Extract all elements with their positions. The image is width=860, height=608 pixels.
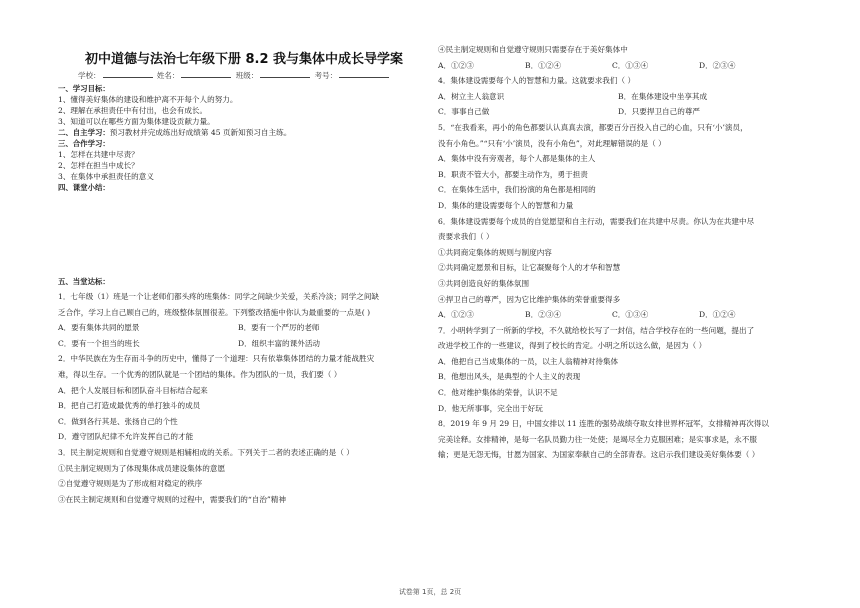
name-blank[interactable]	[181, 70, 231, 78]
question-text: 7．小明转学到了一所新的学校，不久就给校长写了一封信，结合学校存在的一些问题，提出了	[438, 325, 755, 335]
question-text: 乏合作，学习上自己顾自己的，班级整体氛围很差。下列整改措施中你认为最重要的一点是( )	[58, 307, 371, 317]
option-b[interactable]: B．他想出风头，是典型的个人主义的表现	[438, 372, 581, 382]
option-d[interactable]: D．遵守团队纪律不允许发挥自己的才能	[58, 432, 194, 442]
question-text: 输；更是无怨无悔，甘愿为国家、为国家奉献自己的全部青春。这启示我们建设美好集体要（ ）	[438, 450, 760, 460]
question-text: 2．中华民族在为生存而斗争的历史中，懂得了一个道理：只有依靠集体团结的力量才能战胜灾	[58, 354, 375, 364]
statement-item: ①民主制定规则为了体现集体成员建设集体的意愿	[58, 463, 226, 473]
option-row	[58, 320, 430, 336]
option-d[interactable]: D．集体的建设需要每个人的智慧和力量	[438, 200, 574, 210]
question-text: 4．集体建设需要每个人的智慧和力量。这就要求我们（ ）	[438, 76, 636, 86]
question-text: 难，得以生存。一个优秀的团队就是一个团结的集体。作为团队的一员，我们要（ ）	[58, 369, 342, 379]
question-8	[438, 416, 810, 463]
question-text: 8．2019 年 9 月 29 日，中国女排以 11 连胜的强势战绩夺取女排世界杯冠军，女排精神再次得以	[438, 419, 769, 429]
question-7	[438, 323, 810, 417]
question-3	[58, 445, 430, 507]
student-info-line	[78, 70, 428, 81]
option-row	[438, 307, 810, 323]
number-blank[interactable]	[339, 70, 389, 78]
question-2	[58, 351, 430, 445]
question-4	[438, 73, 810, 120]
option-b[interactable]: B．在集体建设中坐享其成	[618, 91, 708, 101]
number-label: 考号：	[314, 71, 338, 80]
statement-item: ②共同确定愿景和目标，让它凝聚每个人的才华和智慧	[438, 263, 621, 273]
question-1	[58, 289, 430, 351]
option-c[interactable]: C．做到各行其是、张扬自己的个性	[58, 416, 178, 426]
question-6	[438, 214, 810, 323]
statement-item: ②自觉遵守规则是为了形成相对稳定的秩序	[58, 479, 203, 489]
objective-item: 1、懂得美好集体的建设和维护离不开每个人的努力。	[58, 95, 238, 104]
question-text: 责要求我们（ ）	[438, 232, 494, 242]
option-d[interactable]: D．①②④	[699, 310, 736, 320]
section-heading: 二、自主学习：	[58, 128, 110, 137]
option-c[interactable]: C．要有一个担当的班长	[58, 338, 140, 348]
section-heading: 三、合作学习：	[58, 139, 110, 148]
option-d[interactable]: D．②③④	[699, 60, 736, 70]
option-a[interactable]: A．他把自己当成集体的一员，以主人翁精神对待集体	[438, 356, 619, 366]
option-c[interactable]: C．①③④	[612, 60, 649, 70]
option-d[interactable]: D．只要捍卫自己的尊严	[618, 107, 701, 117]
question-text: 改进学校工作的一些建议，得到了校长的肯定。小明之所以这么做，是因为（ ）	[438, 341, 707, 351]
option-a[interactable]: A．①②③	[438, 310, 474, 320]
option-a[interactable]: A．把个人发展目标和团队奋斗目标结合起来	[58, 385, 208, 395]
statement-item: ④民主制定规则和自觉遵守规则只需要存在于美好集体中	[438, 45, 628, 54]
option-b[interactable]: B．①②④	[525, 60, 561, 70]
option-row	[438, 58, 810, 74]
option-c[interactable]: C．他对维护集体的荣誉，认识不足	[438, 388, 558, 398]
page-footer: 试卷第 1页，总 2页	[398, 588, 462, 596]
class-blank[interactable]	[260, 70, 310, 78]
right-questions	[438, 42, 810, 463]
name-label: 姓名：	[156, 71, 180, 80]
section-heading: 一、学习目标：	[58, 84, 110, 93]
section-objectives	[58, 83, 430, 193]
section-heading: 五、当堂达标：	[58, 277, 110, 286]
question-5	[438, 120, 810, 214]
option-a[interactable]: A．要有集体共同的愿景	[58, 323, 140, 333]
statement-item: ①共同商定集体的规则与制度内容	[438, 247, 552, 257]
class-label: 班级：	[235, 71, 259, 80]
question-text: 5．“在我看来，再小的角色都要认认真真去演，都要百分百投入自己的心血，只有‘小’演员，	[438, 122, 748, 132]
self-study-text: 预习教材并完成练出好成绩第 45 页新知预习自主练。	[109, 128, 292, 137]
question-text: 没有小角色。”“只有‘小’演员，没有小角色”，对此理解错误的是（ ）	[438, 138, 666, 148]
option-a[interactable]: A．树立主人翁意识	[438, 91, 505, 101]
statement-item: ④捍卫自己的尊严，因为它比维护集体的荣誉重要得多	[438, 294, 621, 304]
question-text: 完美诠释。女排精神，是每一名队员勤力往一处使；是竭尽全力克服困难；是实事求是，永不服	[438, 434, 757, 444]
option-row	[438, 104, 810, 120]
question-text: 6．集体建设需要每个成员的自觉愿望和自主行动，需要我们在共建中尽责。你认为在共建中尽	[438, 216, 755, 226]
coop-item: 2、怎样在担当中成长？	[58, 161, 139, 170]
option-c[interactable]: C．事事自己做	[438, 107, 490, 117]
coop-item: 1、怎样在共建中尽责？	[58, 150, 139, 159]
option-d[interactable]: D．他无所事事，完全出于好玩	[438, 403, 543, 413]
option-a[interactable]: A．集体中没有旁观者，每个人都是集体的主人	[438, 154, 596, 164]
option-b[interactable]: B．②③④	[525, 310, 561, 320]
statement-item: ③共同创造良好的集体氛围	[438, 278, 530, 288]
question-text: 1．七年级（1）班是一个让老师们都头疼的班集体：同学之间缺少关爱，关系冷淡；同学之间缺	[58, 292, 380, 301]
section-practice	[58, 275, 430, 507]
option-b[interactable]: B．把自己打造成最优秀的单打独斗的成员	[58, 401, 201, 411]
school-label: 学校：	[78, 71, 101, 80]
option-c[interactable]: C．①③④	[612, 310, 649, 320]
section-heading: 四、课堂小结：	[58, 183, 110, 192]
option-b[interactable]: B．职责不管大小，都要主动作为，勇于担责	[438, 169, 588, 179]
objective-item: 3、知道可以在哪些方面为集体建设贡献力量。	[58, 117, 215, 126]
option-row	[58, 336, 430, 352]
question-3-continued	[438, 42, 810, 73]
statement-item: ③在民主制定规则和自觉遵守规则的过程中，需要我们的“自治”精神	[58, 494, 286, 504]
document-title: 初中道德与法治七年级下册 8.2 我与集体中成长导学案	[84, 52, 404, 67]
objective-item: 2、理解在承担责任中有付出，也会有成长。	[58, 106, 208, 115]
school-blank[interactable]	[103, 70, 153, 78]
option-a[interactable]: A．①②③	[438, 60, 474, 70]
option-b[interactable]: B．要有一个严厉的老师	[238, 323, 320, 333]
self-study-line	[58, 127, 430, 138]
coop-item: 3、在集体中承担责任的意义	[58, 172, 154, 181]
option-d[interactable]: D．组织丰富的课外活动	[238, 338, 321, 348]
option-row	[438, 89, 810, 105]
option-c[interactable]: C．在集体生活中，我们扮演的角色都是相同的	[438, 185, 596, 195]
question-text: 3．民主制定规则和自觉遵守规则是相辅相成的关系。下列关于二者的表述正确的是（ ）	[58, 447, 354, 457]
